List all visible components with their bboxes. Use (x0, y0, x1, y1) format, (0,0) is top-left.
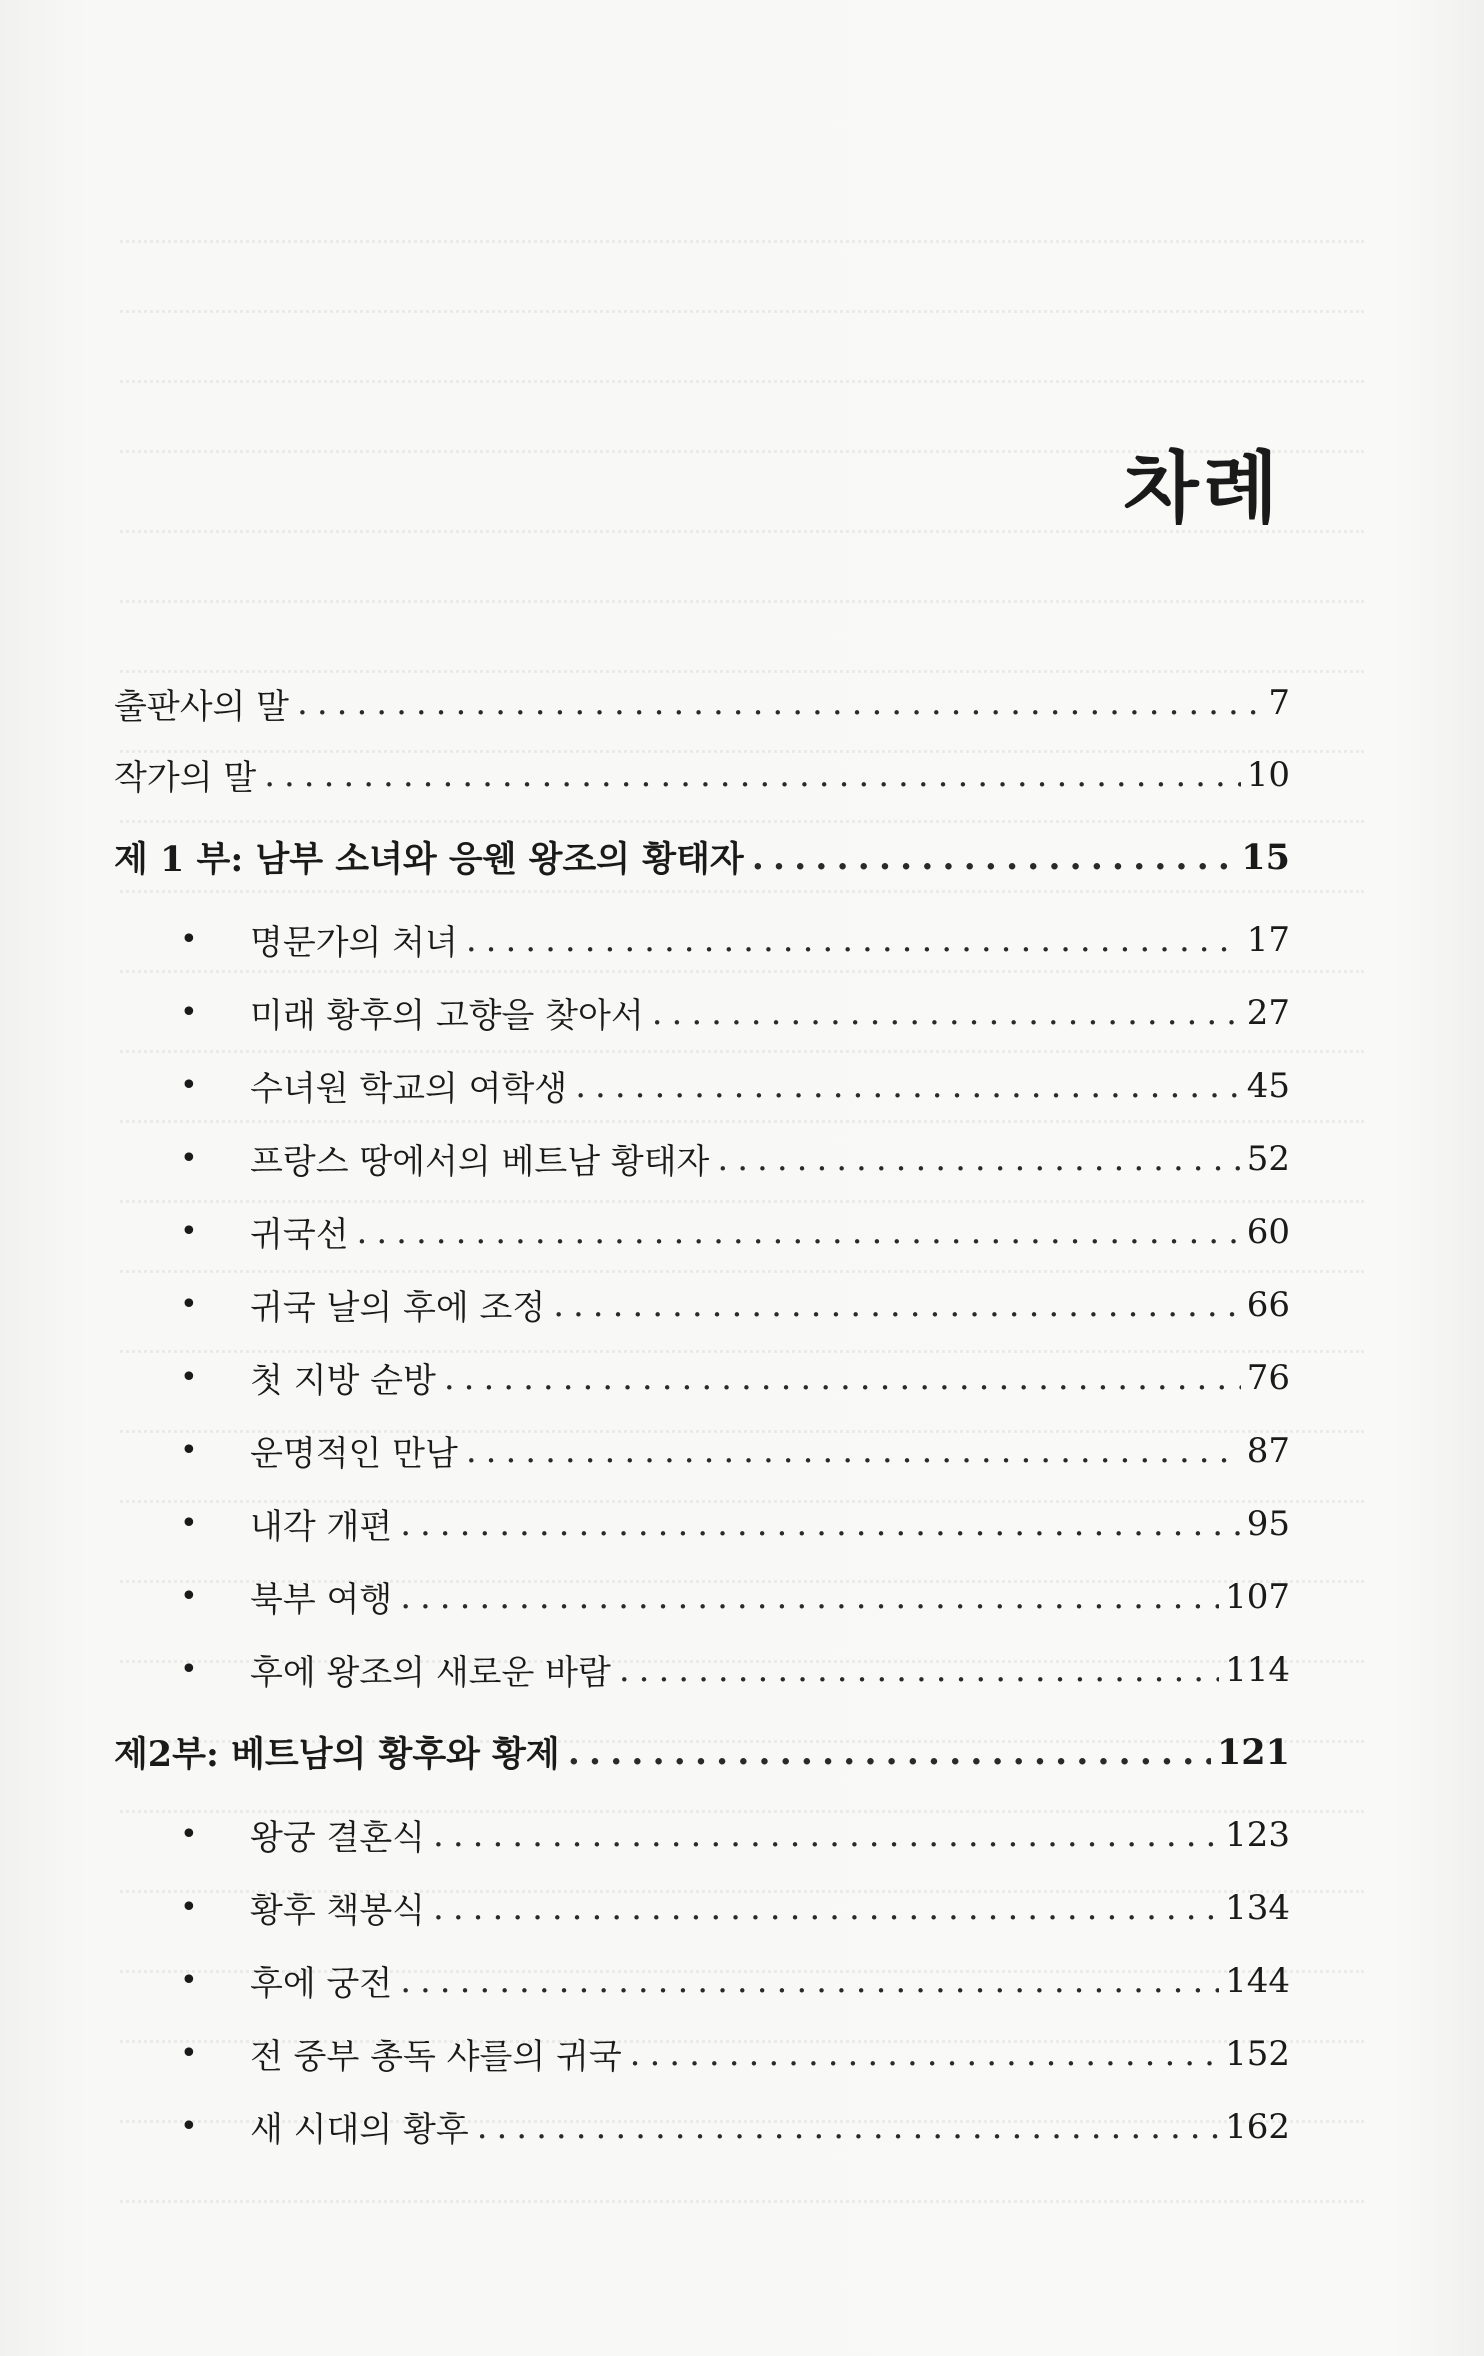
toc-chapter-label: 첫 지방 순방 (250, 1361, 436, 1401)
toc-chapter-item[interactable] (114, 1049, 1290, 1122)
toc-chapter-label: 내각 개편 (250, 1507, 393, 1547)
toc-page-number: 107 (1225, 1576, 1290, 1617)
dot-leader (477, 2107, 1219, 2147)
toc-chapter-item[interactable] (114, 1341, 1290, 1414)
toc-part-label: 제 1 부: 남부 소녀와 응웬 왕조의 황태자 (114, 839, 744, 880)
dot-leader (433, 1888, 1219, 1928)
bullet-icon: • (180, 1579, 198, 1614)
toc-page-number: 162 (1225, 2106, 1290, 2147)
dot-leader (297, 683, 1262, 723)
toc-chapter-label: 귀국 날의 후에 조정 (250, 1288, 546, 1328)
toc-chapter-label: 프랑스 땅에서의 베트남 황태자 (250, 1142, 710, 1182)
toc-part-2-heading[interactable] (114, 1706, 1290, 1798)
bullet-icon: • (180, 995, 198, 1030)
dot-leader (568, 1732, 1211, 1773)
dot-leader (630, 2034, 1219, 2074)
toc-chapter-item[interactable] (114, 1487, 1290, 1560)
toc-chapter-item[interactable] (114, 1944, 1290, 2017)
bullet-icon: • (180, 1433, 198, 1468)
bullet-icon: • (180, 1506, 198, 1541)
toc-entry-label: 출판사의 말 (114, 686, 290, 727)
bullet-icon: • (180, 1214, 198, 1249)
toc-page-number: 17 (1246, 919, 1290, 960)
toc-page-number: 60 (1246, 1211, 1290, 1252)
toc-chapter-item[interactable] (114, 1122, 1290, 1195)
dot-leader (652, 993, 1241, 1033)
dot-leader (553, 1285, 1241, 1325)
toc-entry-label: 작가의 말 (114, 758, 257, 798)
toc-chapter-item[interactable] (114, 1195, 1290, 1268)
toc-chapter-label: 후에 왕조의 새로운 바람 (250, 1653, 611, 1693)
dot-leader (752, 837, 1236, 878)
toc-chapter-item[interactable] (114, 903, 1290, 976)
dot-leader (400, 1504, 1241, 1544)
bullet-icon: • (180, 1817, 198, 1852)
bullet-icon: • (180, 1141, 198, 1176)
bullet-icon: • (180, 1652, 198, 1687)
bullet-icon: • (180, 922, 198, 957)
bullet-icon: • (180, 1890, 198, 1925)
dot-leader (400, 1961, 1219, 2001)
dot-leader (619, 1650, 1219, 1690)
bullet-icon: • (180, 2109, 198, 2144)
toc-part-label: 제2부: 베트남의 황후와 황제 (114, 1734, 560, 1775)
toc-chapter-label: 미래 황후의 고향을 찾아서 (250, 996, 644, 1036)
toc-page-number: 66 (1246, 1284, 1290, 1325)
dot-leader (717, 1139, 1240, 1179)
toc-chapter-item[interactable] (114, 1798, 1290, 1871)
bullet-icon: • (180, 1068, 198, 1103)
toc-chapter-label: 운명적인 만남 (250, 1434, 458, 1474)
toc-chapter-label: 전 중부 총독 샤를의 귀국 (250, 2037, 622, 2077)
toc-page-number: 52 (1246, 1138, 1290, 1179)
toc-page-number: 27 (1246, 992, 1290, 1033)
dot-leader (357, 1212, 1241, 1252)
toc-chapter-label: 명문가의 처녀 (250, 923, 458, 963)
toc-chapter-item[interactable] (114, 976, 1290, 1049)
dot-leader (264, 755, 1241, 795)
toc-chapter-label: 귀국선 (250, 1215, 349, 1255)
toc-page-number: 144 (1225, 1960, 1290, 2001)
toc-chapter-label: 황후 책봉식 (250, 1891, 426, 1931)
toc-page-number: 114 (1225, 1649, 1290, 1690)
toc-chapter-label: 수녀원 학교의 여학생 (250, 1069, 568, 1109)
toc-chapter-label: 새 시대의 황후 (250, 2110, 469, 2150)
bullet-icon: • (180, 1287, 198, 1322)
toc-chapter-label: 왕궁 결혼식 (250, 1818, 426, 1858)
bullet-icon: • (180, 1963, 198, 1998)
toc-page-number: 95 (1246, 1503, 1290, 1544)
toc-page-number: 134 (1225, 1887, 1290, 1928)
toc-page-number: 123 (1225, 1814, 1290, 1855)
toc-chapter-item[interactable] (114, 1633, 1290, 1706)
dot-leader (466, 1431, 1241, 1471)
toc-page-number: 7 (1268, 683, 1290, 723)
toc-chapter-label: 북부 여행 (250, 1580, 393, 1620)
toc-page-number: 152 (1225, 2033, 1290, 2074)
toc-chapter-label: 후에 궁전 (250, 1964, 393, 2004)
toc-chapter-item[interactable] (114, 2090, 1290, 2163)
toc-chapter-item[interactable] (114, 1871, 1290, 1944)
toc-part-1-heading[interactable] (114, 811, 1290, 903)
toc-chapter-item[interactable] (114, 1268, 1290, 1341)
toc-entry-publisher-note[interactable] (114, 668, 1290, 738)
toc-entry-author-note[interactable] (114, 738, 1290, 811)
toc-chapter-item[interactable] (114, 1560, 1290, 1633)
dot-leader (444, 1358, 1241, 1398)
toc-page-number: 10 (1246, 754, 1290, 795)
toc-chapter-item[interactable] (114, 2017, 1290, 2090)
dot-leader (400, 1577, 1219, 1617)
bullet-icon: • (180, 2036, 198, 2071)
page-title: 차례 (1123, 443, 1282, 534)
dot-leader (575, 1066, 1241, 1106)
toc-page-number: 121 (1216, 1731, 1290, 1773)
toc-page-number: 87 (1246, 1430, 1290, 1471)
toc-page-number: 15 (1241, 836, 1290, 878)
dot-leader (433, 1815, 1219, 1855)
toc-chapter-item[interactable] (114, 1414, 1290, 1487)
toc-page-number: 45 (1246, 1065, 1290, 1106)
table-of-contents (114, 668, 1290, 2163)
bullet-icon: • (180, 1360, 198, 1395)
toc-page-number: 76 (1246, 1357, 1290, 1398)
dot-leader (466, 920, 1241, 960)
